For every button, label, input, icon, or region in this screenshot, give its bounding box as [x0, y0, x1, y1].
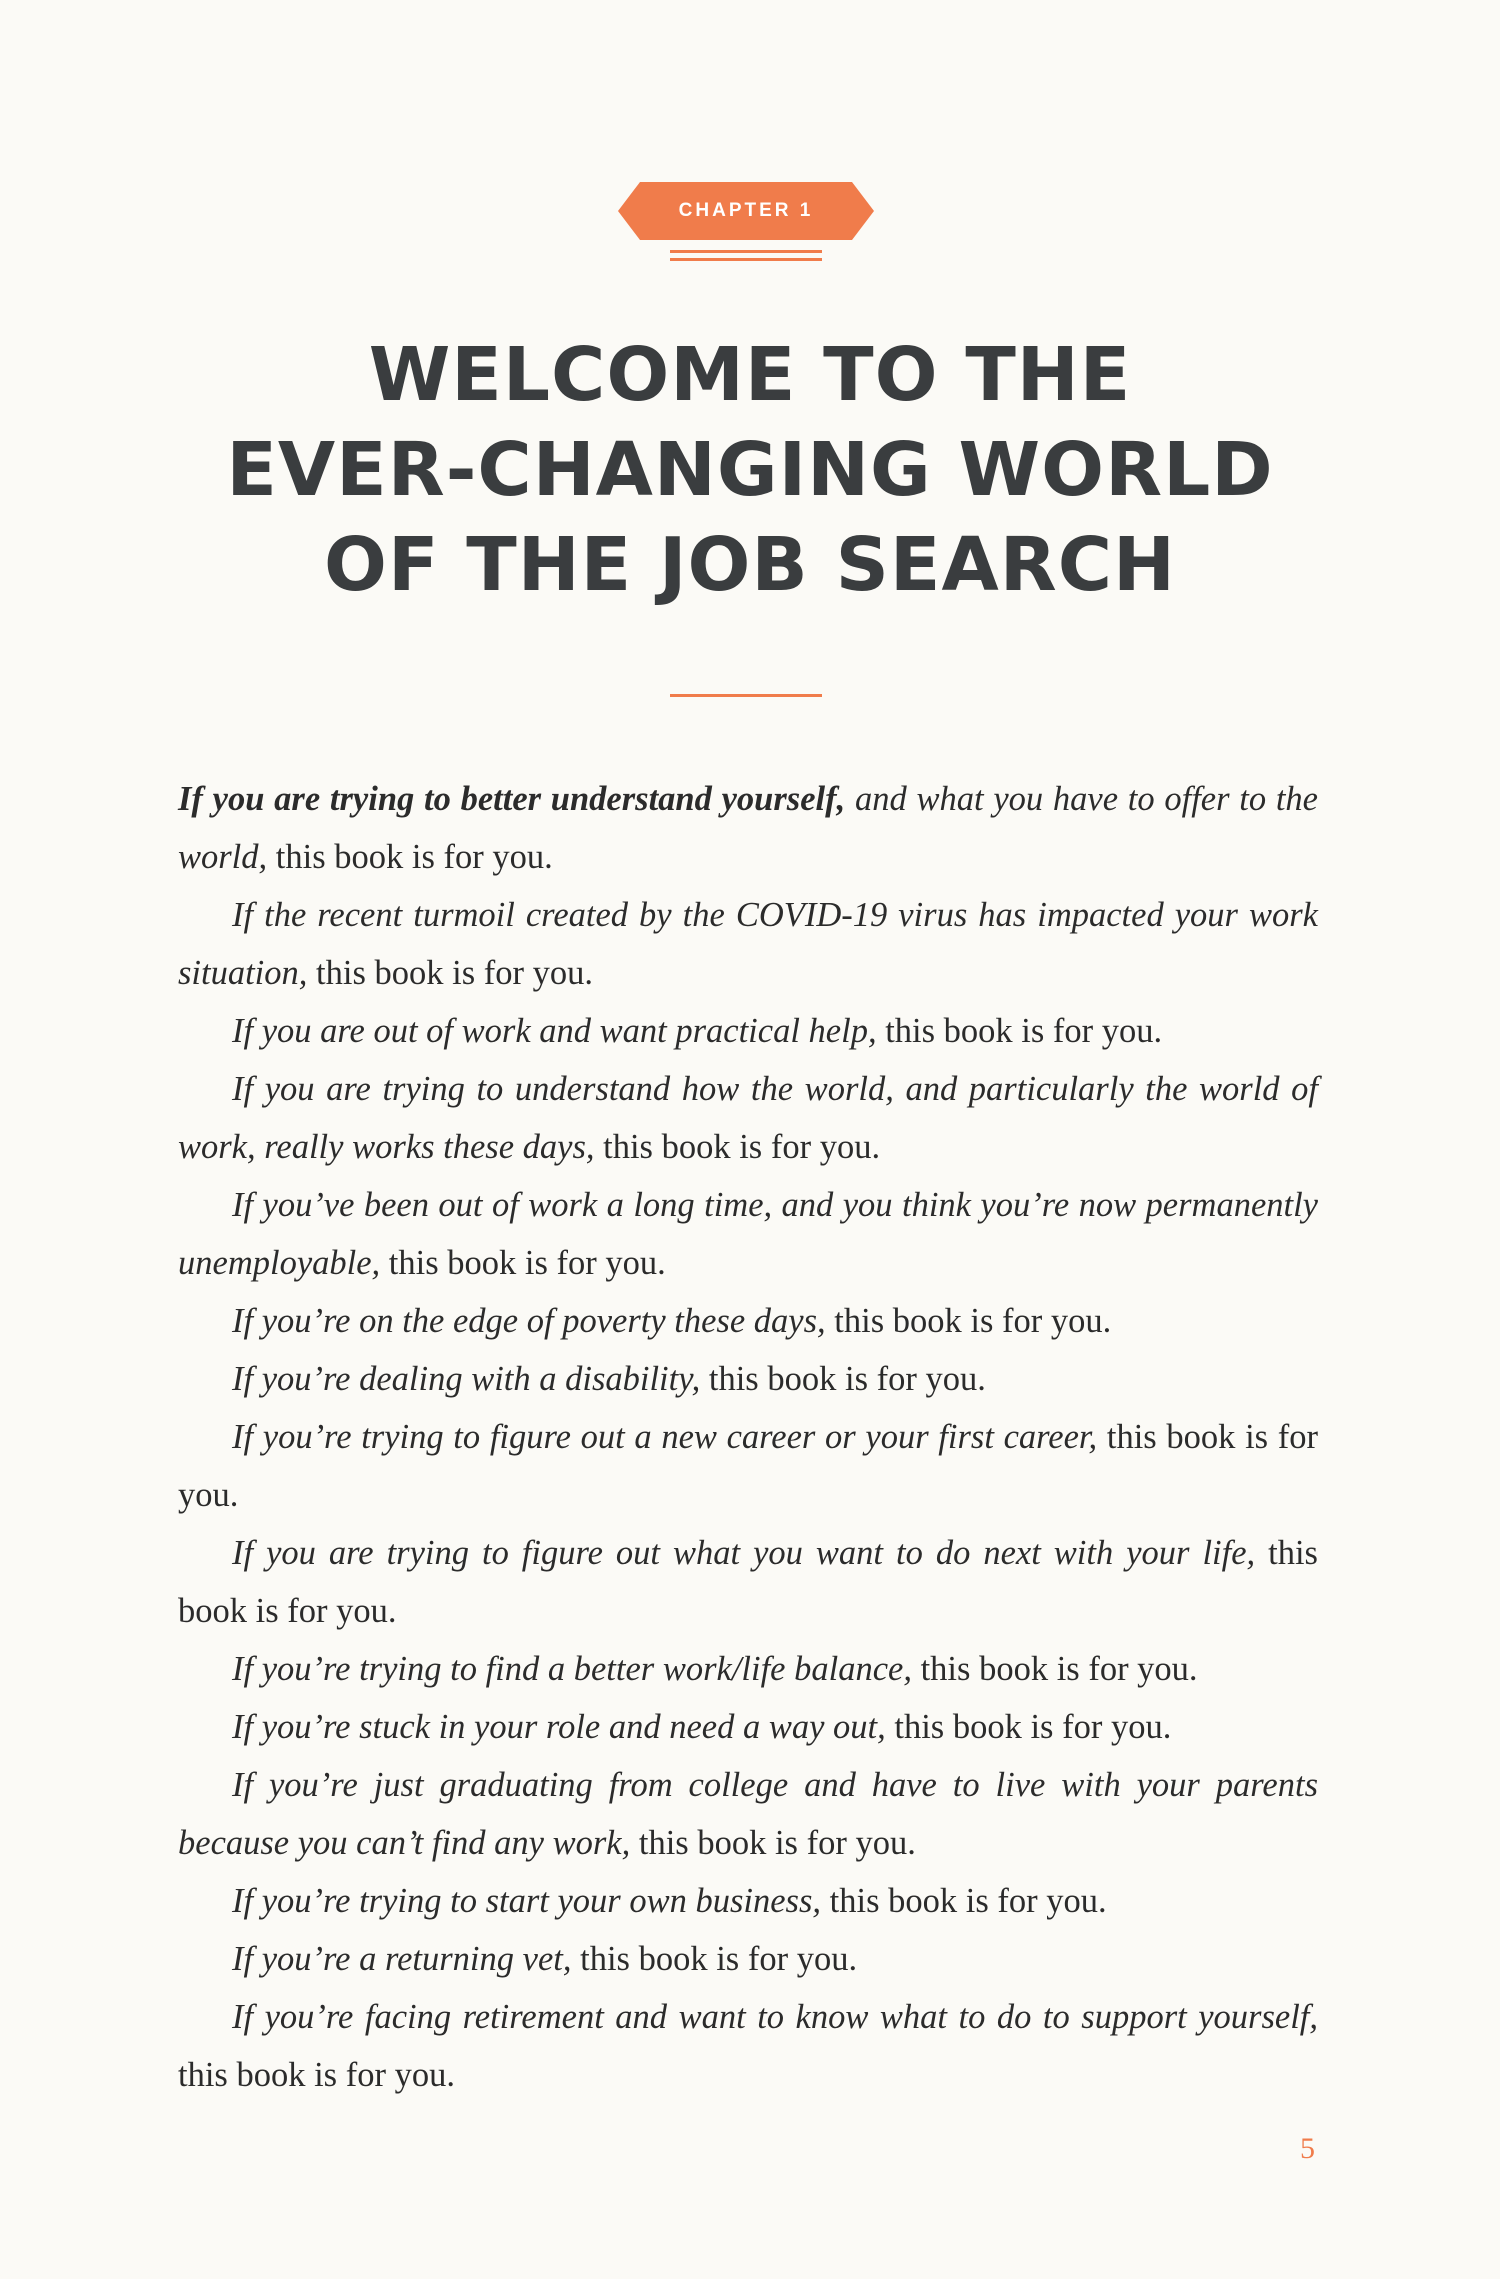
paragraph-plain: this book is for you.	[178, 1534, 1318, 1630]
paragraph-plain: this book is for you.	[594, 1128, 881, 1166]
paragraph-italic: If you’re on the edge of poverty these days,	[232, 1302, 826, 1340]
paragraph-italic: and what you have to offer to the world,	[178, 780, 1318, 876]
paragraph	[178, 1292, 1318, 1350]
paragraph-plain: this book is for you.	[885, 1708, 1172, 1746]
title-divider	[670, 694, 822, 697]
paragraph-plain: this book is for you.	[825, 1302, 1112, 1340]
paragraph-lead: If you are trying to better understand yourself,	[178, 780, 846, 818]
paragraph	[178, 1408, 1318, 1524]
paragraph-italic: If you’ve been out of work a long time, and you think you’re now permanently unemployable,	[178, 1186, 1318, 1282]
title-line-2: EVER-CHANGING WORLD	[226, 427, 1274, 513]
paragraph	[178, 1930, 1318, 1988]
paragraph-plain: this book is for you.	[630, 1824, 916, 1862]
paragraph-plain: this book is for you.	[821, 1882, 1107, 1920]
chapter-label: CHAPTER 1	[678, 200, 814, 221]
paragraph-italic: If you’re just graduating from college and have to live with your parents because you can’t find any work,	[178, 1766, 1318, 1862]
paragraph-italic: If the recent turmoil created by the COVID-19 virus has impacted your work situation,	[178, 896, 1318, 992]
paragraph-italic: If you’re facing retirement and want to know what to do to support yourself,	[232, 1998, 1318, 2036]
badge-underline-top	[670, 250, 822, 253]
paragraph-plain: this book is for you.	[571, 1940, 858, 1978]
page-number: 5	[1300, 2132, 1315, 2165]
title-line-3: OF THE JOB SEARCH	[324, 522, 1176, 608]
paragraph-plain: this book is for you.	[267, 838, 553, 876]
paragraph	[178, 770, 1318, 886]
paragraph-italic: If you’re trying to figure out a new career or your first career,	[232, 1418, 1098, 1456]
paragraph-plain: this book is for you.	[911, 1650, 1198, 1688]
paragraph-italic: If you’re dealing with a disability,	[232, 1360, 701, 1398]
paragraph	[178, 1524, 1318, 1640]
paragraph-italic: If you’re trying to start your own business,	[232, 1882, 822, 1920]
paragraph	[178, 1640, 1318, 1698]
paragraph	[178, 886, 1318, 1002]
paragraph-italic: If you’re stuck in your role and need a way out,	[232, 1708, 886, 1746]
body-text	[178, 770, 1318, 2104]
paragraph	[178, 1872, 1318, 1930]
chapter-title	[150, 328, 1350, 613]
paragraph	[178, 1060, 1318, 1176]
paragraph-plain: this book is for you.	[307, 954, 593, 992]
paragraph	[178, 1350, 1318, 1408]
paragraph-plain: this book is for you.	[700, 1360, 986, 1398]
paragraph	[178, 1756, 1318, 1872]
paragraph-plain: this book is for you.	[178, 2056, 455, 2094]
title-line-1: WELCOME TO THE	[368, 332, 1132, 418]
paragraph-plain: this book is for you.	[876, 1012, 1163, 1050]
paragraph-italic: If you’re trying to find a better work/life balance,	[232, 1650, 912, 1688]
paragraph-italic: If you’re a returning vet,	[232, 1940, 572, 1978]
paragraph	[178, 1176, 1318, 1292]
paragraph-italic: If you are trying to understand how the world, and particularly the world of work, really works these days,	[178, 1070, 1318, 1166]
chapter-badge	[618, 182, 874, 240]
paragraph	[178, 1988, 1318, 2104]
paragraph	[178, 1698, 1318, 1756]
paragraph-plain: this book is for you.	[380, 1244, 666, 1282]
paragraph-italic: If you are trying to figure out what you want to do next with your life,	[232, 1534, 1256, 1572]
badge-underline-bottom	[670, 258, 822, 261]
paragraph	[178, 1002, 1318, 1060]
paragraph-italic: If you are out of work and want practical help,	[232, 1012, 877, 1050]
paragraph-plain: this book is for you.	[178, 1418, 1318, 1514]
